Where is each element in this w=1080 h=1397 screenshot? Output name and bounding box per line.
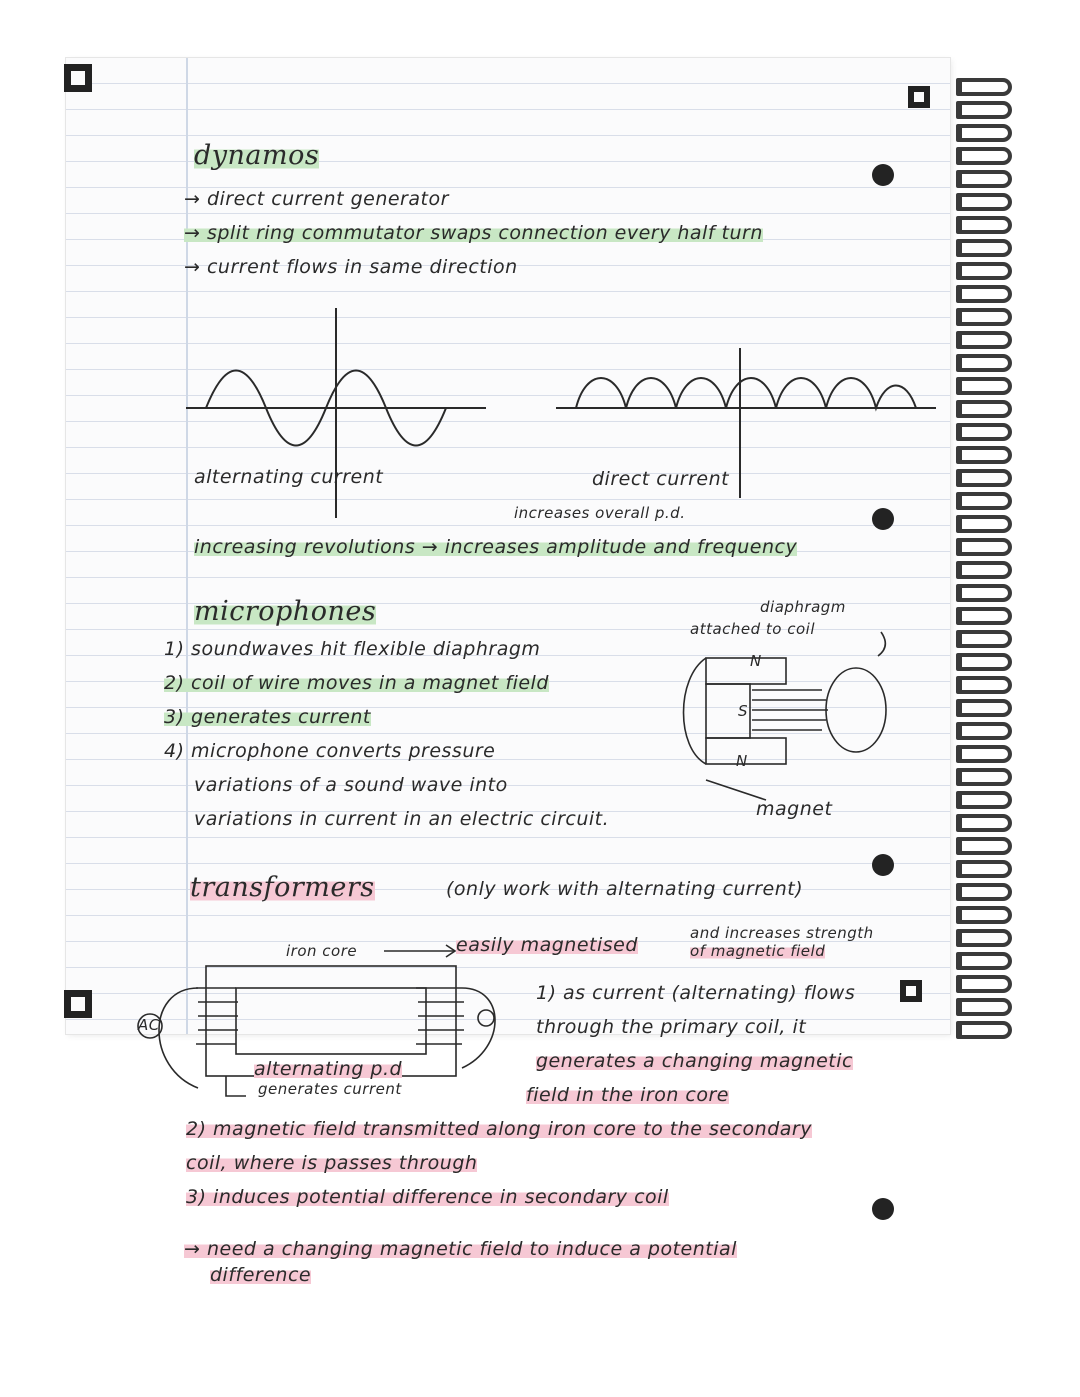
spiral-coil xyxy=(960,929,1012,947)
alt-pd-arrow xyxy=(226,1076,246,1096)
transformer-note-a: → need a changing magnetic field to induce a potential xyxy=(184,1238,737,1260)
spiral-coil xyxy=(960,308,1012,326)
transformers-heading: transformers xyxy=(190,872,375,903)
spiral-coil xyxy=(960,354,1012,372)
notebook-page xyxy=(66,58,950,1286)
spiral-coil xyxy=(960,653,1012,671)
spiral-coil xyxy=(960,331,1012,349)
mic-cont-1: variations of a sound wave into xyxy=(194,774,508,796)
spiral-coil xyxy=(960,883,1012,901)
alt-pd-2: generates current xyxy=(258,1080,402,1098)
pole-n-top: N xyxy=(750,652,762,670)
transformers-note-text: (only work with alternating current) xyxy=(446,878,804,900)
magnet-label: magnet xyxy=(756,798,833,820)
spiral-coil xyxy=(960,1021,1012,1039)
spiral-coil xyxy=(960,469,1012,487)
spiral-coil xyxy=(960,722,1012,740)
pole-n-bottom: N xyxy=(736,752,748,770)
spiral-coil xyxy=(960,423,1012,441)
spiral-coil xyxy=(960,860,1012,878)
mic-cont-2: variations in current in an electric circuit. xyxy=(194,808,610,830)
spiral-coil xyxy=(960,446,1012,464)
transformer-note-b: difference xyxy=(210,1264,312,1286)
spiral-coil xyxy=(960,630,1012,648)
spiral-coil xyxy=(960,78,1012,96)
transformer-step-2a: 2) magnetic field transmitted along iron core to the secondary xyxy=(186,1118,812,1140)
spiral-coil xyxy=(960,262,1012,280)
transformer-step-1b: through the primary coil, it xyxy=(536,1016,807,1038)
meter xyxy=(478,1010,494,1026)
core-inner xyxy=(236,988,426,1054)
spiral-coil xyxy=(960,814,1012,832)
spiral-coil xyxy=(960,607,1012,625)
spiral-coil xyxy=(960,998,1012,1016)
transformer-step-2b: coil, where is passes through xyxy=(186,1152,478,1174)
easily-magnetised: easily magnetised xyxy=(456,934,638,956)
dc-label: direct current xyxy=(592,468,730,490)
iron-core-label: iron core xyxy=(286,942,358,960)
primary-wire xyxy=(159,988,198,1088)
spiral-coil xyxy=(960,239,1012,257)
mic-step-4: 4) microphone converts pressure xyxy=(164,740,496,762)
spiral-coil xyxy=(960,515,1012,533)
dynamos-line-2: → split ring commutator swaps connection every half turn xyxy=(184,222,763,244)
spiral-coil xyxy=(960,147,1012,165)
spiral-coil xyxy=(960,768,1012,786)
mic-step-2: 2) coil of wire moves in a magnet field xyxy=(164,672,549,694)
primary-coil xyxy=(196,988,238,1044)
spiral-coil xyxy=(960,170,1012,188)
spiral-coil xyxy=(960,975,1012,993)
dynamos-line-1: → direct current generator xyxy=(184,188,449,210)
spiral-coil xyxy=(960,561,1012,579)
spiral-coil xyxy=(960,699,1012,717)
spiral-coil xyxy=(960,538,1012,556)
alt-pd-1: alternating p.d xyxy=(254,1058,403,1080)
dynamos-heading: dynamos xyxy=(194,140,320,171)
mic-step-3: 3) generates current xyxy=(164,706,371,728)
of-field: of magnetic field xyxy=(690,942,826,960)
secondary-wire xyxy=(462,988,495,1068)
spiral-coil xyxy=(960,676,1012,694)
spiral-coil xyxy=(960,377,1012,395)
spiral-coil xyxy=(960,492,1012,510)
dc-note: increases overall p.d. xyxy=(514,504,686,522)
diaphragm-label-2: attached to coil xyxy=(690,620,816,638)
and-increases: and increases strength xyxy=(690,924,874,942)
transformer-step-1c: generates a changing magnetic xyxy=(536,1050,853,1072)
spiral-coil xyxy=(960,124,1012,142)
spiral-binding xyxy=(960,78,1020,1318)
dynamos-line-3: → current flows in same direction xyxy=(184,256,518,278)
ac-label: alternating current xyxy=(194,466,384,488)
diaphragm-label-1: diaphragm xyxy=(760,598,846,616)
spiral-coil xyxy=(960,837,1012,855)
spiral-coil xyxy=(960,584,1012,602)
spiral-coil xyxy=(960,952,1012,970)
spiral-coil xyxy=(960,216,1012,234)
spiral-coil xyxy=(960,791,1012,809)
transformer-step-3: 3) induces potential difference in secondary coil xyxy=(186,1186,669,1208)
mic-step-1: 1) soundwaves hit flexible diaphragm xyxy=(164,638,541,660)
ac-symbol: AC xyxy=(138,1016,160,1034)
transformer-diagram xyxy=(66,58,950,1034)
revolutions-note: increasing revolutions → increases amplitude and frequency xyxy=(194,536,798,558)
spiral-coil xyxy=(960,193,1012,211)
microphones-heading: microphones xyxy=(194,596,377,627)
spiral-coil xyxy=(960,906,1012,924)
transformer-step-1d: field in the iron core xyxy=(526,1084,729,1106)
pole-s: S xyxy=(738,702,749,720)
spiral-coil xyxy=(960,400,1012,418)
spiral-coil xyxy=(960,101,1012,119)
transformer-step-1a: 1) as current (alternating) flows xyxy=(536,982,856,1004)
spiral-coil xyxy=(960,285,1012,303)
spiral-coil xyxy=(960,745,1012,763)
punch-hole xyxy=(872,1198,894,1220)
